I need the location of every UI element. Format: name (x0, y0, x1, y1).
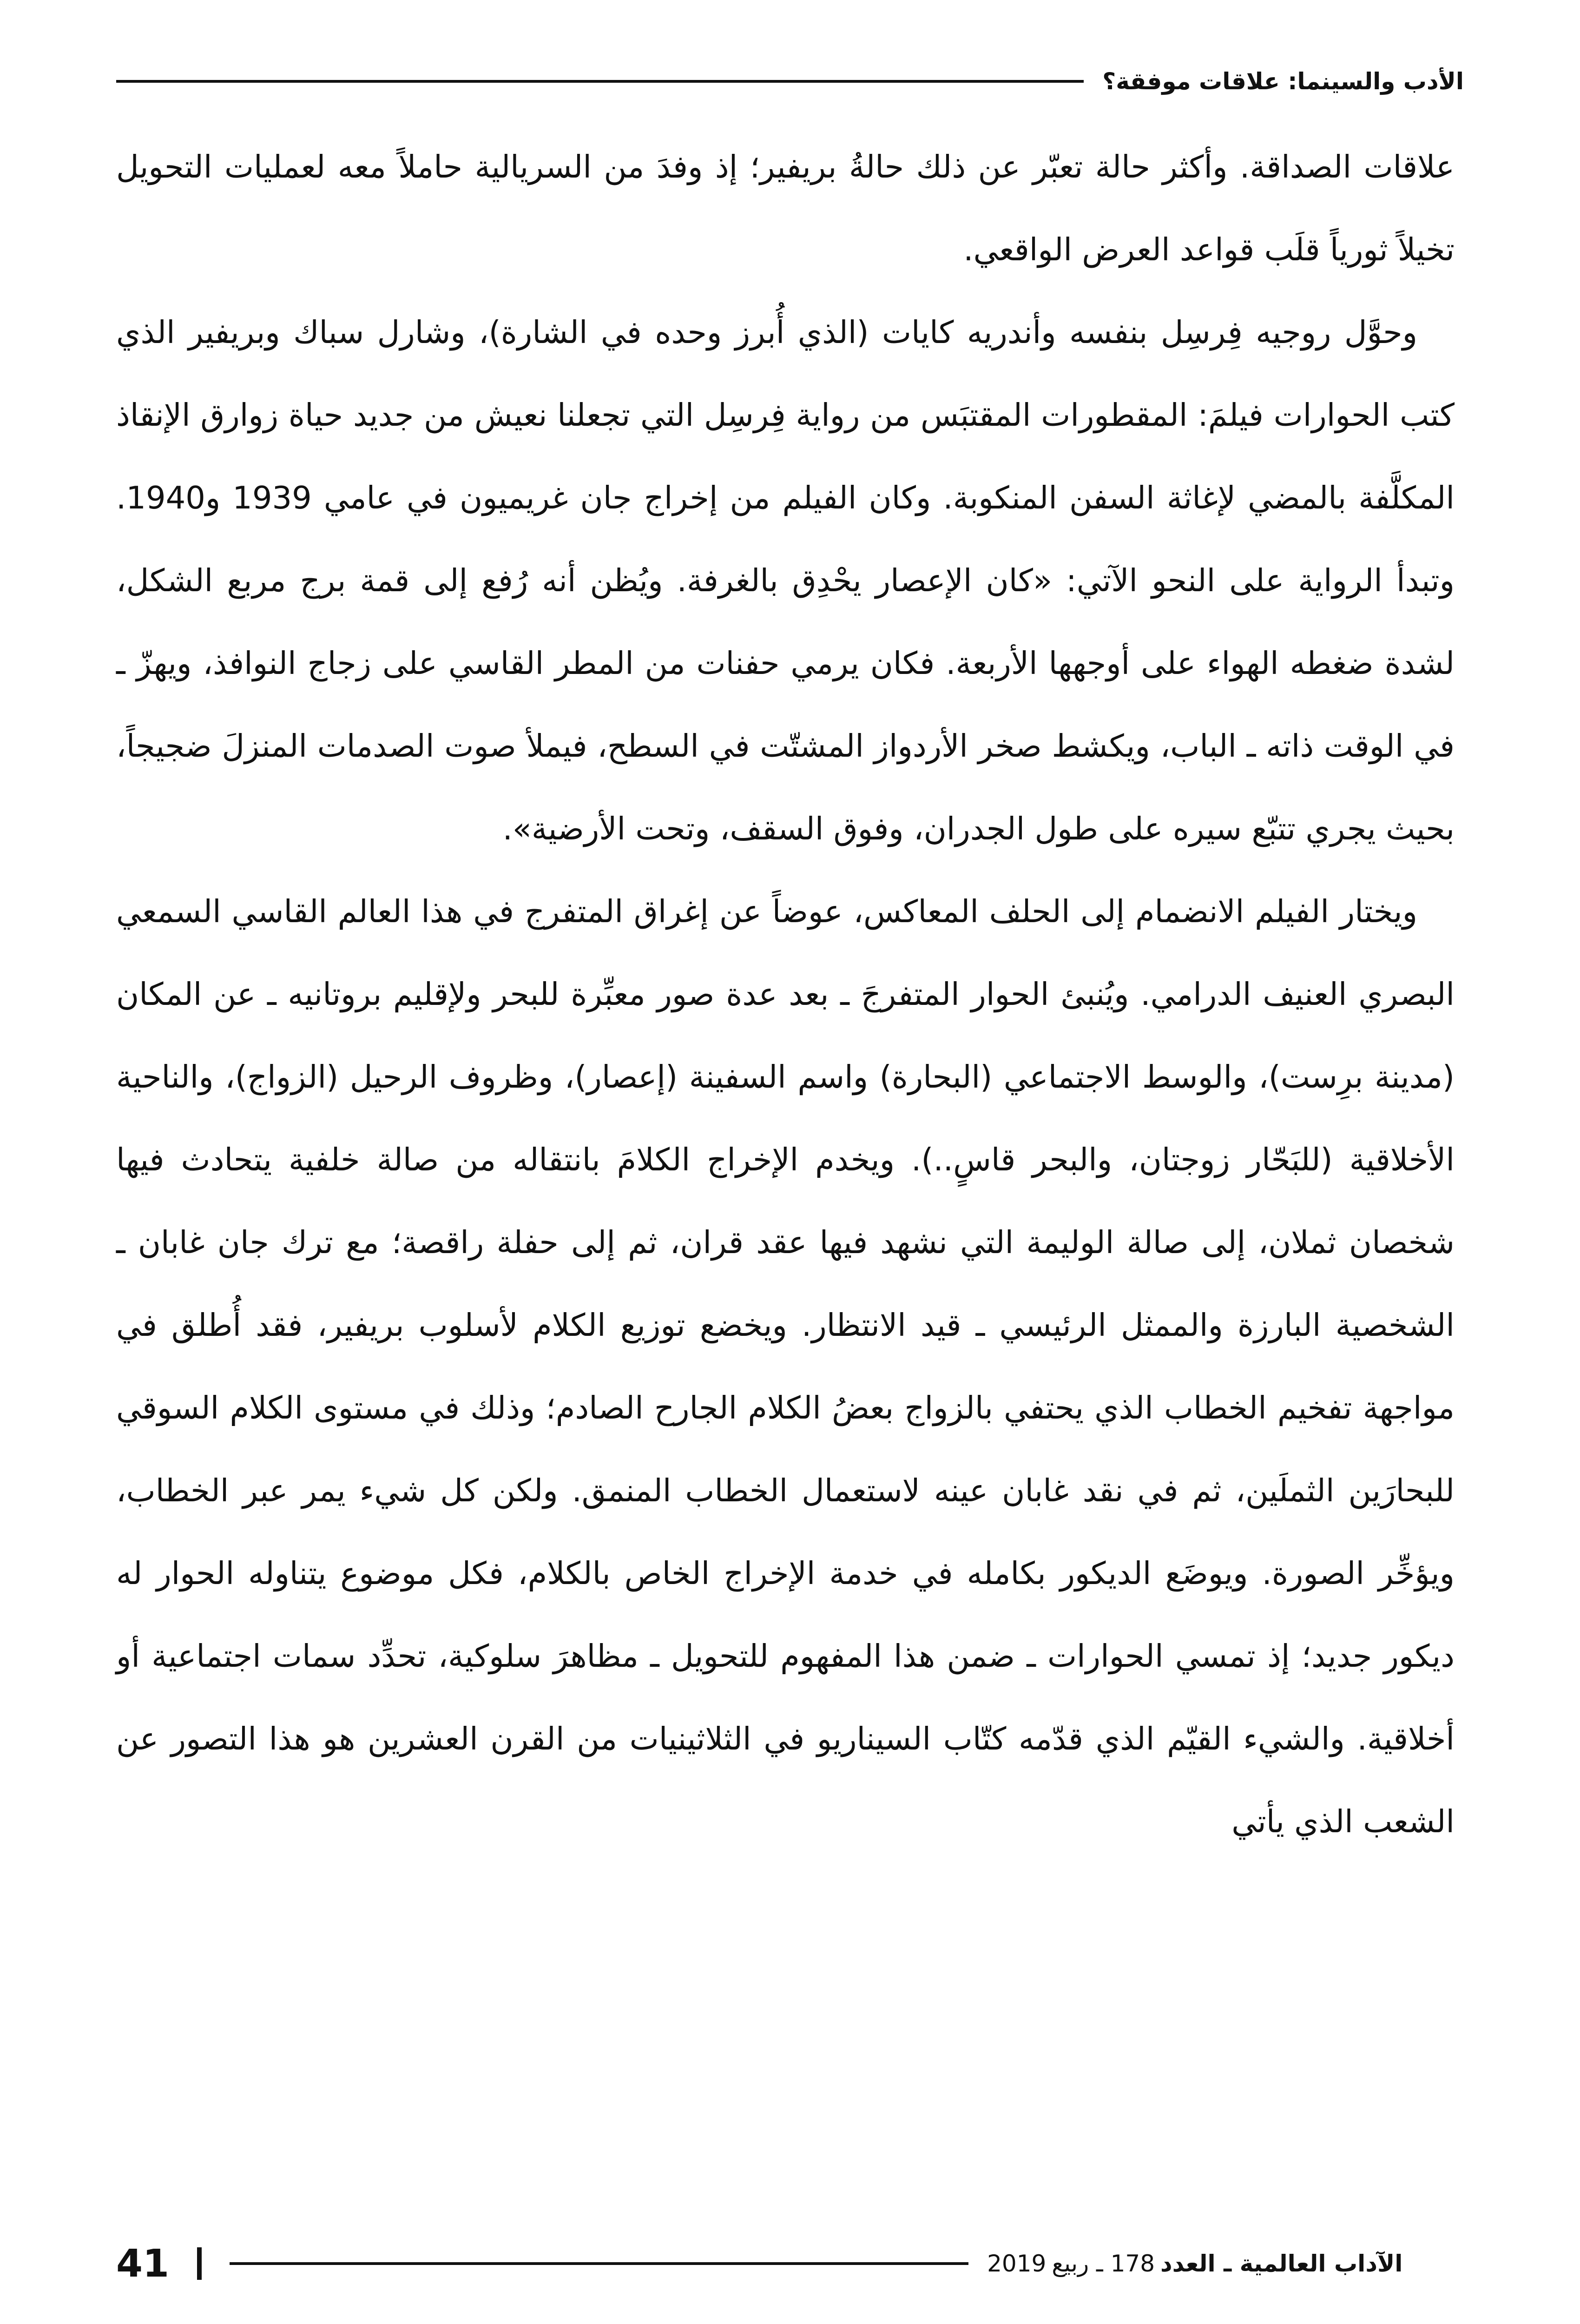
journal-citation (987, 2250, 1402, 2277)
journal-year: 2019 (987, 2250, 1047, 2277)
footer-separator-bar (197, 2247, 202, 2280)
article-body (116, 125, 1455, 1863)
paragraph-3: ويختار الفيلم الانضمام إلى الحلف المعاكس، عوضاً عن إغراق المتفرج في هذا العالم القاسي السمعي البصري العنيف الدرامي. ويُنبئ الحوار المتفرجَ ـ بعد عدة صور معبِّرة للبحر ولإقليم بروتانيه ـ عن المكان (مدينة برِست)، والوسط الاجتماعي (البحارة) واسم السفينة (إعصار)، وظروف الرحيل (الزواج)، والناحية الأخلاقية (للبَحّار زوجتان، والبحر قاسٍ..). ويخدم الإخراج الكلامَ بانتقاله من صالة خلفية يتحادث فيها شخصان ثملان، إلى صالة الوليمة التي نشهد فيها عقد قران، ثم إلى حفلة راقصة؛ مع ترك جان غابان ـ الشخصية البارزة والممثل الرئيسي ـ قيد الانتظار. ويخضع توزيع الكلام لأسلوب بريفير، فقد أُطلق في مواجهة تفخيم الخطاب الذي يحتفي بالزواج بعضُ الكلام الجارح الصادم؛ وذلك في مستوى الكلام السوقي للبحارَين الثملَين، ثم في نقد غابان عينه لاستعمال الخطاب المنمق. ولكن كل شيء يمر عبر الخطاب، ويؤخِّر الصورة. ويوضَع الديكور بكامله في خدمة الإخراج الخاص بالكلام، فكل موضوع يتناوله الحوار له ديكور جديد؛ إذ تمسي الحوارات ـ ضمن هذا المفهوم للتحويل ـ مظاهرَ سلوكية، تحدِّد سمات اجتماعية أو أخلاقية. والشيء القيّم الذي قدّمه كتّاب السيناريو في الثلاثينيات من القرن العشرين هو هذا التصور عن الشعب الذي يأتي (116, 893, 1455, 1840)
running-header (116, 56, 1464, 107)
footer-rule (230, 2262, 968, 2265)
paragraph-1: علاقات الصداقة. وأكثر حالة تعبّر عن ذلك حالةُ بريفير؛ إذ وفدَ من السريالية حاملاً معه لعمليات التحويل تخيلاً ثورياً قلَب قواعد العرض الواقعي. (116, 149, 1455, 268)
journal-name: الآداب العالمية ـ العدد (1160, 2250, 1403, 2277)
journal-issue: 178 ـ ربيع (1052, 2250, 1155, 2277)
paragraph-2: وحوَّل روجيه فِرسِل بنفسه وأندريه كايات (الذي أُبرز وحده في الشارة)، وشارل سباك وبريفير الذي كتب الحوارات فيلمَ: المقطورات المقتبَس من رواية فِرسِل التي تجعلنا نعيش من جديد حياة زوارق الإنقاذ المكلَّفة بالمضي لإغاثة السفن المنكوبة. وكان الفيلم من إخراج جان غريميون في عامي 1939 و1940. وتبدأ الرواية على النحو الآتي: «كان الإعصار يحْدِق بالغرفة. ويُظن أنه رُفع إلى قمة برج مربع الشكل، لشدة ضغطه الهواء على أوجهها الأربعة. فكان يرمي حفنات من المطر القاسي على زجاج النوافذ، ويهزّ ـ في الوقت ذاته ـ الباب، ويكشط صخر الأردواز المشتّت في السطح، فيملأ صوت الصدمات المنزلَ ضجيجاً، بحيث يجري تتبّع سيره على طول الجدران، وفوق السقف، وتحت الأرضية». (116, 314, 1455, 847)
header-rule (116, 80, 1084, 83)
page-number: 41 (116, 2241, 170, 2286)
running-header-title: الأدب والسينما: علاقات موفقة؟ (1102, 68, 1464, 95)
page-footer (116, 2236, 1464, 2291)
